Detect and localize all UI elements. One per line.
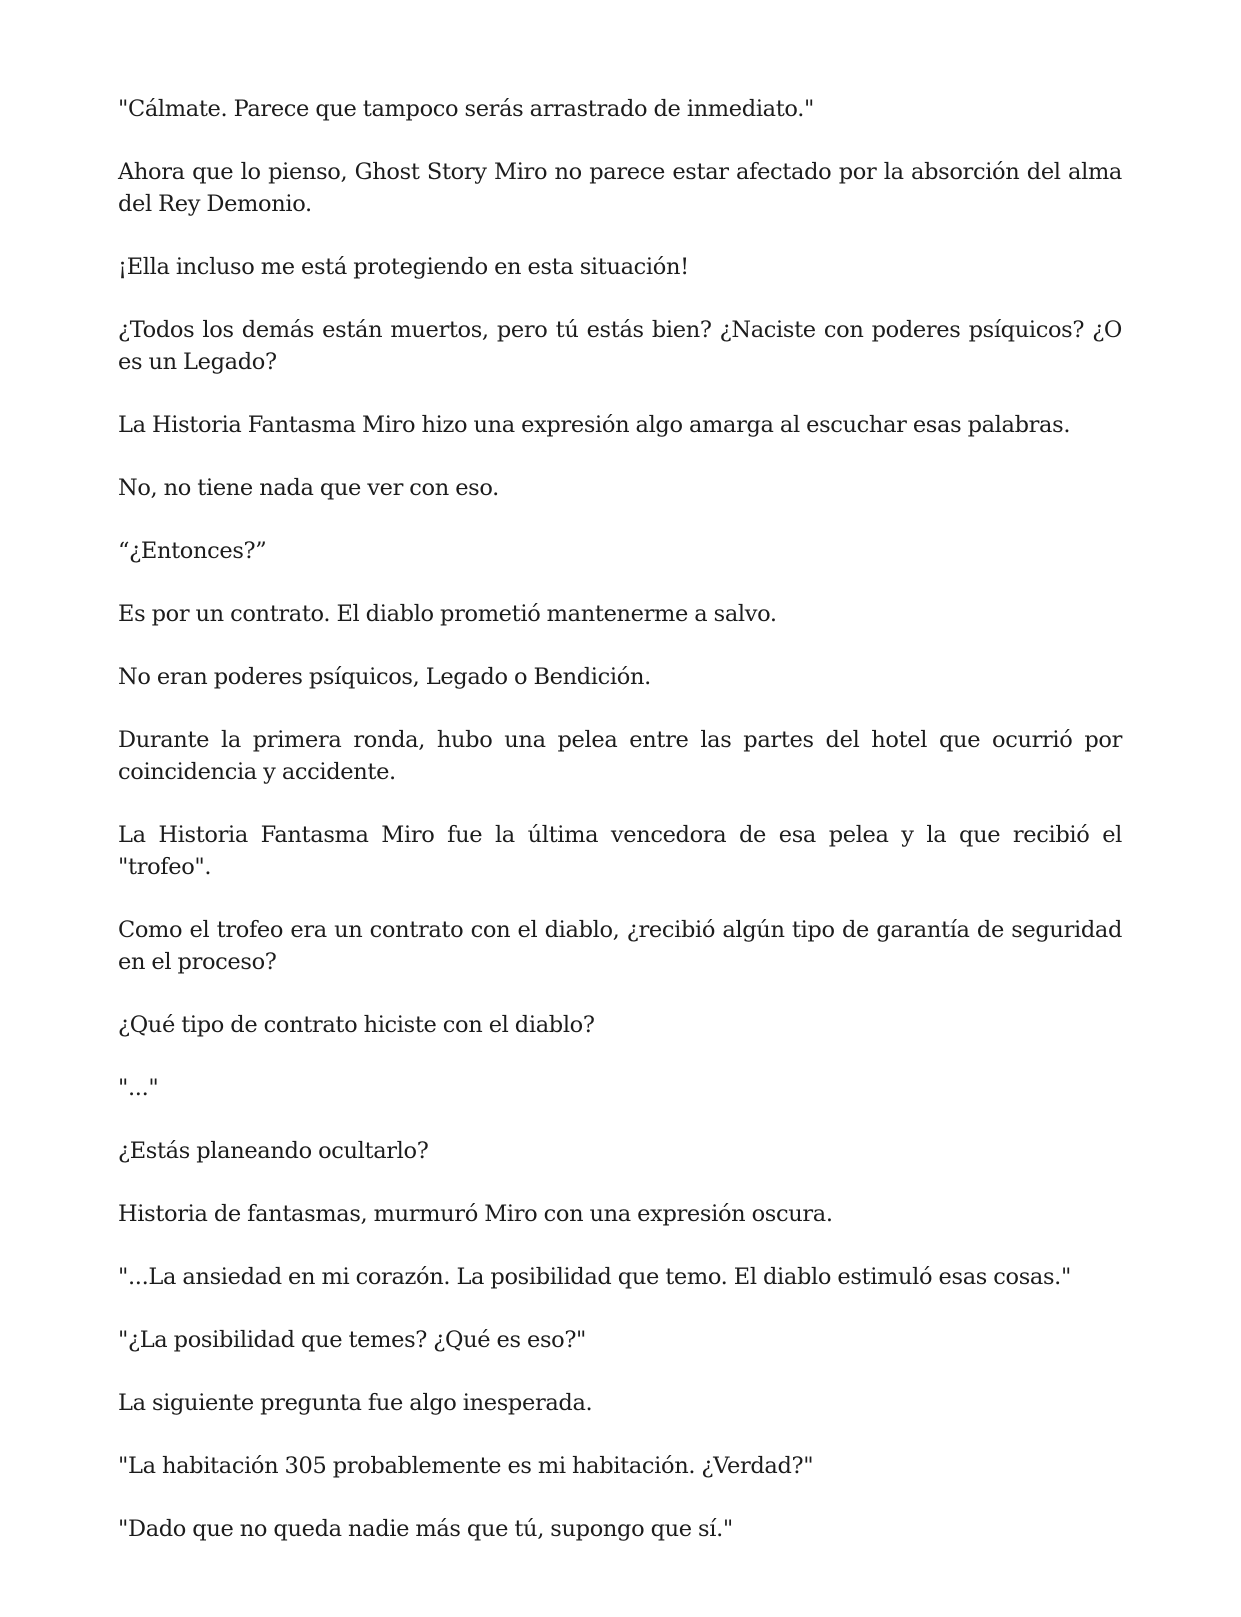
paragraph: "Dado que no queda nadie más que tú, supongo que sí." [118, 1516, 733, 1542]
paragraph: La Historia Fantasma Miro hizo una expresión algo amarga al escuchar esas palabras. [118, 412, 1071, 438]
paragraph: "La habitación 305 probablemente es mi habitación. ¿Verdad?" [118, 1453, 814, 1479]
paragraph: ¿Todos los demás están muertos, pero tú estás bien? ¿Naciste con poderes psíquicos? ¿O es un Legado? [118, 317, 1122, 375]
paragraph: ¡Ella incluso me está protegiendo en esta situación! [118, 254, 689, 280]
paragraph: La siguiente pregunta fue algo inesperada. [118, 1390, 593, 1416]
document-body [118, 93, 1122, 1576]
paragraph: Durante la primera ronda, hubo una pelea entre las partes del hotel que ocurrió por coincidencia y accidente. [118, 727, 1122, 785]
paragraph: "Cálmate. Parece que tampoco serás arrastrado de inmediato." [118, 96, 815, 122]
paragraph: ¿Estás planeando ocultarlo? [118, 1138, 429, 1164]
paragraph: Historia de fantasmas, murmuró Miro con una expresión oscura. [118, 1201, 833, 1227]
paragraph: "...La ansiedad en mi corazón. La posibilidad que temo. El diablo estimuló esas cosas." [118, 1264, 1071, 1290]
paragraph: La Historia Fantasma Miro fue la última vencedora de esa pelea y la que recibió el "trofeo". [118, 822, 1122, 880]
paragraph: "..." [118, 1075, 159, 1101]
paragraph: No, no tiene nada que ver con eso. [118, 475, 499, 501]
paragraph: “¿Entonces?” [118, 538, 267, 564]
paragraph: Como el trofeo era un contrato con el diablo, ¿recibió algún tipo de garantía de seguridad en el proceso? [118, 917, 1122, 975]
paragraph: Ahora que lo pienso, Ghost Story Miro no parece estar afectado por la absorción del alma del Rey Demonio. [118, 159, 1122, 217]
paragraph: ¿Qué tipo de contrato hiciste con el diablo? [118, 1012, 595, 1038]
paragraph: Es por un contrato. El diablo prometió mantenerme a salvo. [118, 601, 777, 627]
paragraph: No eran poderes psíquicos, Legado o Bendición. [118, 664, 651, 690]
paragraph: "¿La posibilidad que temes? ¿Qué es eso?" [118, 1327, 587, 1353]
